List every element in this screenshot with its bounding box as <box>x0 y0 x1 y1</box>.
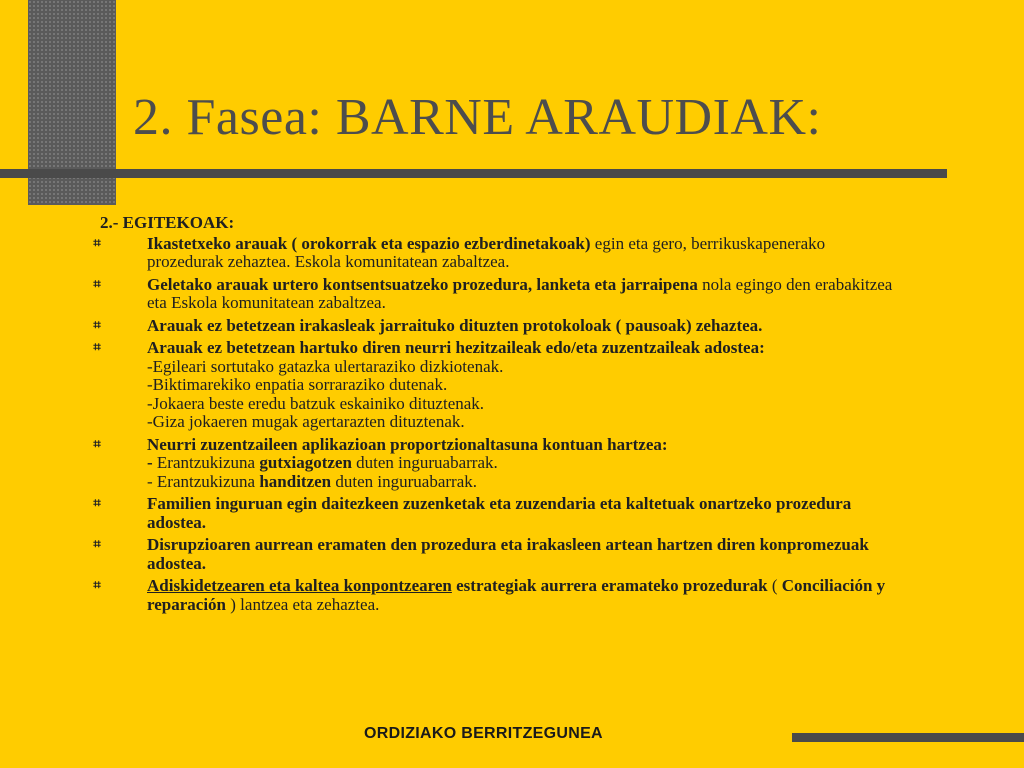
square-bullet-icon: ⌗ <box>93 578 101 593</box>
square-bullet-icon: ⌗ <box>93 340 101 355</box>
footer-divider-line <box>792 733 1024 742</box>
item-bold-text: Geletako arauak urtero kontsentsuatzeko prozedura, lanketa eta jarraipena <box>147 274 698 294</box>
list-item <box>93 576 900 614</box>
square-bullet-icon: ⌗ <box>93 317 101 333</box>
item-text: egin eta gero, berrikuskapenerako prozedurak zehaztea. Eskola komunitatean zabaltzea. <box>147 233 826 271</box>
sub-item-text: duten inguruabarrak. <box>331 471 478 491</box>
section-heading: 2.- EGITEKOAK: <box>100 213 235 232</box>
sub-item-text: - Erantzukizuna <box>147 471 260 491</box>
square-bullet-icon: ⌗ <box>93 436 101 452</box>
list-item <box>93 434 900 492</box>
list-item <box>93 535 900 573</box>
sub-item-bold-text: handitzen <box>259 471 332 491</box>
square-bullet-icon: ⌗ <box>93 276 101 292</box>
item-text: ) lantzea eta zehaztea. <box>226 594 380 614</box>
square-bullet-icon: ⌗ <box>93 235 101 251</box>
item-underlined-bold-text: Adiskidetzearen eta kaltea konpontzearen <box>147 576 452 595</box>
item-bold-text: Disrupzioaren aurrean eramaten den prozedura eta irakasleen artean hartzen diren konpromezuak adostea. <box>147 535 869 573</box>
slide-content <box>93 213 900 618</box>
list-item <box>93 338 900 432</box>
footer-text: ORDIZIAKO BERRITZEGUNEA <box>364 725 603 742</box>
square-bullet-icon: ⌗ <box>93 537 101 552</box>
sub-item-text: duten inguruabarrak. <box>351 453 498 472</box>
list-item <box>93 494 900 532</box>
item-bold-text: Conciliación y reparación <box>147 576 886 614</box>
item-bold-text: Ikastetxeko arauak ( orokorrak eta espazio ezberdinetakoak) <box>147 233 591 253</box>
item-bold-text: Arauak ez betetzean irakasleak jarraituko dituzten protokoloak ( pausoak) zehaztea. <box>147 315 763 335</box>
slide-title: 2. Fasea: BARNE ARAUDIAK: <box>133 89 822 146</box>
bullet-list <box>93 233 900 615</box>
item-bold-text: Arauak ez betetzean hartuko diren neurri hezitzaileak edo/eta zuzentzaileak adostea: <box>147 338 765 357</box>
sub-item-text: -Jokaera beste eredu batzuk eskainiko dituztenak. <box>147 393 485 413</box>
sub-item-text: Erantzukizuna <box>152 453 260 472</box>
list-item <box>93 315 900 336</box>
title-divider-line <box>0 169 947 178</box>
square-bullet-icon: ⌗ <box>93 496 101 511</box>
sub-item-dash: - <box>147 453 153 472</box>
item-text: nola egingo den erabakitzea eta Eskola komunitatean zabaltzea. <box>147 274 893 312</box>
item-bold-text: estrategiak aurrera eramateko prozedurak <box>451 576 768 595</box>
item-bold-text: Neurri zuzentzaileen aplikazioan proportzionaltasuna kontuan hartzea: <box>147 434 668 454</box>
item-text: ( <box>767 576 782 595</box>
sub-item-text: -Biktimarekiko enpatia sorraraziko dutenak. <box>147 375 448 394</box>
list-item <box>93 274 900 313</box>
sub-item-bold-text: gutxiagotzen <box>259 453 352 472</box>
sub-item-text: -Giza jokaeren mugak agertarazten dituztenak. <box>147 412 465 431</box>
sub-item-text: -Egileari sortutako gatazka ulertaraziko dizkiotenak. <box>147 356 504 376</box>
item-bold-text: Familien inguruan egin daitezkeen zuzenketak eta zuzendaria eta kaltetuak onartzeko prozedura adostea. <box>147 494 852 532</box>
list-item <box>93 233 900 272</box>
